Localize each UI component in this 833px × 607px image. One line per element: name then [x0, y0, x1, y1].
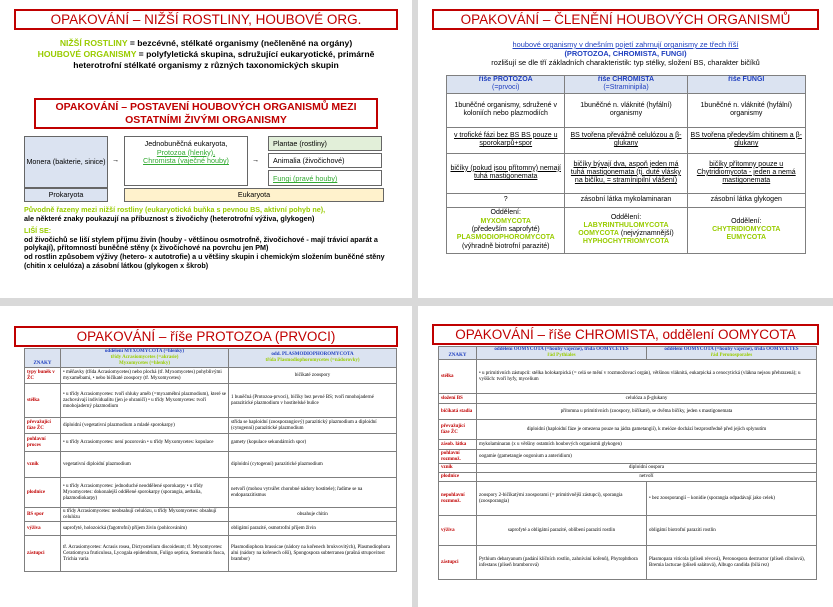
definition-lower-plants: NIŽŠÍ ROSTLINY = bezcévné, stélkaté organismy (nečleněné na orgány): [59, 38, 353, 48]
table-cell: • u třídy Acrasiomycetes: jednoduché neoddělené sporokarpy • u třídy Myxomycetes: dokonalejší oddělené sporokarpy (sporangia, aethalia, plazmodiokarpy): [61, 478, 229, 508]
definitions: [20, 38, 392, 71]
header-chromista: říše CHROMISTA (=Straminipila): [565, 76, 687, 94]
table-cell: ?: [447, 193, 565, 207]
arrow-icon: →: [252, 155, 260, 164]
table-cell: • u třídy Acrasiomycetes: není pozorován • u třídy Myxomycetes: kopulace: [61, 434, 229, 452]
table-cell: 1 buněčná (Protozoa-prvoci), bičíky bez pevné BS; tvoří mnohojaderné parazitické plazmodium v hostitelské buňce: [229, 384, 397, 418]
table-cell: Plasmodiophora brassicae (nádory na kořenech brukvovitých), Plasmodiophora alni (nádory na kořenech olší), Spongospora subterranea (prašná strupovitost brambor): [229, 536, 397, 572]
table-cell: diploidní (haploidní fáze je omezena pouze na jádra gametangií), k meióze dochází bezprostředně před jejich splynutím: [477, 420, 817, 440]
table-cell: BS tvořena převážně celulózou a β-glukany: [565, 127, 687, 153]
table-cell: • bez zoosporangií – konidie (sporangia odpadávají jako celek): [647, 482, 817, 516]
header-myxomycota: oddělení MYXOMYCOTA (=hlenky) třídy Acrasiomycetes (=akrasie) Myxomycetes (=hlenky): [61, 349, 229, 368]
table-cell: saprofyté, holozoická (fagotrofní) příjem živin (pohlcováním): [61, 522, 229, 536]
table-cell: diploidní oospora: [477, 464, 817, 473]
table-cell: obligátní parazité, osmotrofní příjem živin: [229, 522, 397, 536]
table-cell: diploidní (cytogenní) parazitické plazmodium: [229, 452, 397, 478]
table-cell: 1buněčné n. vláknité (hyfální) organismy: [565, 93, 687, 127]
slide-protozoa: [0, 306, 412, 607]
animalia-box: Animalia (živočichové): [268, 153, 382, 168]
table-cell: saprofyté a obligátní parazité, oblíbení paraziti rostlin: [477, 516, 647, 546]
protozoa-table: ZNAKY oddělení MYXOMYCOTA (=hlenky) třídy Acrasiomycetes (=akrasie) Myxomycetes (=hlenky) odd. PLASMODIOPHOROMYCOTA třída Plasmodiophoromycetes (=nádorovky) typy buněk v ŽC • měňavky (třída Acrasiomycetes) nebo plochá (tř. Myxomycetes) pohyblivými myxamébami, • nebo bičíkaté zoospory (tř. Myxomycetes) bičíkaté zoospory stélka • u třídy Acrasiomycetes: tvoří shluky améb (=myxamébní plazmodium), které se zachovávají individualitu (jen je ohraničí) • u třídy Myxomycetes: tvoří mnohojaderný plazmodium 1 buněčná (Protozoa-prvoci), bičíky bez pevné BS; tvoří mnohojaderné parazitické plazmodium v hostitelské buňce převažující fáze ŽC diploidní (vegetativní plazmodium a mladé sporokarpy) střída se haploidní (zoosporangiový) parazitický plazmodium a diploidní (cytogenní) parazitické plazmodium pohlavní proces • u třídy Acrasiomycetes: není pozorován • u třídy Myxomycetes: kopulace gamety (kopulace sekundárních spor) vznik vegetativní diploidní plazmodium diploidní (cytogenní) parazitické plazmodium plodnice • u třídy Acrasiomycetes: jednoduché neoddělené sporokarpy • u třídy Myxomycetes: dokonalejší oddělené sporokarpy (sporangia, aethalia, plazmodiokarpy) netvoří (mohou vytvářet chorobné nádory hostitele); řadíme se na endoparazitismus BS spor u třídy Acrasiomycetes: neobsahují celulózu, u třídy Myxomycetes: obsahují celulózu obsahuje chitin výživa saprofyté, holozoická (fagotrofní) příjem živin (pohlcováním) obligátní parazité, osmotrofní příjem živin zástupci tř. Acrasiomycetes: Acrasis rosea, Dictyostelium discoideum; tř. Myxomycetes: Ceratiomyxa fruticulosa, Lycogala epidendrum, Fuligo septica, Stemonitis fusca, Trichia varia Plasmodiophora brassicae (nádory na kořenech brukvovitých), Plasmodiophora alni (nádory na kořenech olší), Spongospora subterranea (prašná strupovitost brambor): [24, 348, 397, 572]
divisions-fungi: Oddělení: CHYTRIDIOMYCOTA EUMYCOTA: [687, 207, 805, 253]
arrow-icon: →: [112, 155, 120, 164]
notes: Původně řazeny mezi nižší rostliny (eukaryotická buňka s pevnou BS, aktivní pohyb ne), ale některé znaky poukazují na příbuznost s živočichy (heterotrofní výživa, glykogen) LIŠÍ SE: od živočichů se liší stylem příjmu živin (houby - většinou osmotrofně, živočichové - mají trávicí aparát a polykají), přítomností buněčné stěny (x živočichové na povrchu jen PM) od rostlin způsobem výživy (hetero- x autotrofie) a u většiny skupin i chemickým složením buněčné stěny (chitin x celulóza) a zásobní látkou (glykogen x škrob): [24, 205, 385, 270]
divisions-protozoa: Oddělení: MYXOMYCOTA (především saprofyté) PLASMODIOPHOROMYCOTA (výhradně biotrofní parazité): [447, 207, 565, 253]
table-cell: bičíky (pokud jsou přítomny) nemají tuhá mastigonemata: [447, 153, 565, 193]
table-cell: celulóza a β-glukany: [477, 394, 817, 404]
prokaryota-label: Prokaryota: [24, 188, 108, 202]
table-cell: 1buněčné organismy, sdružené v koloniích nebo plazmodiích: [447, 93, 565, 127]
divisions-chromista: Oddělení: LABYRINTHULOMYCOTA OOMYCOTA (nejvýznamnější) HYPHOCHYTRIOMYCOTA: [565, 207, 687, 253]
table-cell: zásobní látka glykogen: [687, 193, 805, 207]
classification-diagram: [24, 136, 384, 201]
plantae-box: Plantae (rostliny): [268, 136, 382, 151]
table-cell: oogamie (gametangie oogonium a anteridium): [477, 450, 817, 464]
intro: houbové organismy v dnešním pojetí zahrnují organismy ze třech říší (PROTOZOA, CHROMISTA, FUNGI) rozlišují se dle tří základních charakteristik: typ stélky, složení BS, charakter bičíků: [491, 40, 760, 67]
slide-title: OPAKOVÁNÍ – NIŽŠÍ ROSTLINY, HOUBOVÉ ORG.: [14, 9, 398, 30]
header-fungi: říše FUNGI: [687, 76, 805, 94]
table-cell: obligátní biotrofní paraziti rostlin: [647, 516, 817, 546]
table-cell: BS tvořena především chitinem a β-glukany: [687, 127, 805, 153]
header-znaky: ZNAKY: [25, 349, 61, 368]
slide-chromista-oomycota: [418, 306, 833, 607]
slide-title: OPAKOVÁNÍ – říše PROTOZOA (PRVOCI): [14, 326, 398, 347]
table-cell: gamety (kopulace sekundárních spor): [229, 434, 397, 452]
header-znaky: ZNAKY: [439, 347, 477, 360]
subtitle-box: OPAKOVÁNÍ – POSTAVENÍ HOUBOVÝCH ORGANISMŮ MEZI OSTATNÍMI ŽIVÝMI ORGANISMY: [34, 98, 378, 129]
table-cell: bičíkaté zoospory: [229, 368, 397, 384]
table-cell: mykolaminaran (x u většiny ostatních houbových organismů glykogen): [477, 440, 817, 450]
header-peronosporales: oddělení OOMYCOTA (=houby vaječné), třída OOMYCETES řád Peronosporales: [647, 347, 817, 360]
table-cell: • u primitivních zástupců: stélka holokarpická (= celá se mění v rozmnožovací orgán), většinou vláknitá, eukarpická a cenocytická (vlákna nejsou přehrazená); u vyšších: tvoří hyfy, mycelium: [477, 360, 817, 394]
table-cell: 1buněčné n. vláknité (hyfální) organismy: [687, 93, 805, 127]
slide-fungal-classification: [418, 0, 833, 298]
monera-box: Monera (bakterie, sinice): [24, 136, 108, 188]
header-plasmodiophoromycota: odd. PLASMODIOPHOROMYCOTA třída Plasmodiophoromycetes (=nádorovky): [229, 349, 397, 368]
header-pythiales: oddělení OOMYCOTA (=houby vaječné), třída OOMYCETES řád Pythiales: [477, 347, 647, 360]
oomycota-table: ZNAKY oddělení OOMYCOTA (=houby vaječné), třída OOMYCETES řád Pythiales oddělení OOMYCOTA (=houby vaječné), třída OOMYCETES řád Peronosporales stélka • u primitivních zástupců: stélka holokarpická (= celá se mění v rozmnožovací orgán), většinou vláknitá, eukarpická a cenocytická (vlákna nejsou přehrazená); u vyšších: tvoří hyfy, mycelium složení BS celulóza a β-glukany bičíkatá stadia přítomna u primitivních (zoospory, bičíkaté), se dvěma bičíky, jeden s mastigonemata převažující fáze ŽC diploidní (haploidní fáze je omezena pouze na jádra gametangií), k meióze dochází bezprostředně před jejich splynutím zásob. látka mykolaminaran (x u většiny ostatních houbových organismů glykogen) pohlavní rozmnož. oogamie (gametangie oogonium a anteridium) vznik diploidní oospora plodnice netvoří nepohlavní rozmnož. zoospory 2-bičíkatými zoosporami (= primitivnější zástupci), sporangia (zoosporangia) • bez zoosporangií – konidie (sporangia odpadávají jako celek) výživa saprofyté a obligátní parazité, oblíbení paraziti rostlin obligátní biotrofní paraziti rostlin zástupci Pythium debaryanum (padání klíčních rostlin, zahnívání kořenů), Phytophthora infestans (plíseň bramborová) Plasmopara viticola (plíseň révová), Peronospora destructor (plíseň cibulová), Bremia lactucae (plíseň salátová), Albugo candida (bílá rez): [438, 346, 817, 580]
slide-title: OPAKOVÁNÍ – říše CHROMISTA, oddělení OOMYCOTA: [432, 324, 819, 345]
table-cell: • měňavky (třída Acrasiomycetes) nebo plochá (tř. Myxomycetes) pohyblivými myxamébami, • nebo bičíkaté zoospory (tř. Myxomycetes): [61, 368, 229, 384]
table-cell: zásobní látka mykolaminaran: [565, 193, 687, 207]
table-cell: v trofické fázi bez BS BS pouze u sporokarpů+spor: [447, 127, 565, 153]
table-cell: bičíky přítomny pouze u Chytridiomycota - jeden a nemá mastigonemata: [687, 153, 805, 193]
table-cell: bičíky bývají dva, aspoň jeden má tuhá mastigonemata (tj. duté vlásky na bičíku, = stramínipilní vlášení): [565, 153, 687, 193]
table-cell: vegetativní diploidní plazmodium: [61, 452, 229, 478]
table-cell: diploidní (vegetativní plazmodium a mladé sporokarpy): [61, 418, 229, 434]
classification-table: [446, 75, 806, 254]
header-protozoa: říše PROTOZOA (=prvoci): [447, 76, 565, 94]
table-cell: netvoří: [477, 473, 817, 482]
eukaryota-label: Eukaryota: [124, 188, 384, 202]
slide-title: OPAKOVÁNÍ – ČLENĚNÍ HOUBOVÝCH ORGANISMŮ: [432, 9, 819, 30]
table-cell: střída se haploidní (zoosporangiový) parazitický plazmodium a diploidní (cytogenní) parazitické plazmodium: [229, 418, 397, 434]
table-cell: obsahuje chitin: [229, 508, 397, 522]
table-cell: netvoří (mohou vytvářet chorobné nádory hostitele); řadíme se na endoparazitismus: [229, 478, 397, 508]
table-cell: přítomna u primitivních (zoospory, bičíkaté), se dvěma bičíky, jeden s mastigonemata: [477, 404, 817, 420]
table-cell: u třídy Acrasiomycetes: neobsahují celulózu, u třídy Myxomycetes: obsahují celulózu: [61, 508, 229, 522]
eukaryote-box: Jednobuněčná eukaryota, Protozoa (hlenky), Chromista (vaječné houby): [124, 136, 248, 186]
definition-fungal-organisms: HOUBOVÉ ORGANISMY = polyfyletická skupina, sdružující eukaryotické, primárně heterotrofní stélkaté organismy z různých taxonomických skupin: [37, 49, 375, 70]
table-cell: tř. Acrasiomycetes: Acrasis rosea, Dictyostelium discoideum; tř. Myxomycetes: Ceratiomyxa fruticulosa, Lycogala epidendrum, Fuligo septica, Stemonitis fusca, Trichia varia: [61, 536, 229, 572]
table-cell: Plasmopara viticola (plíseň révová), Peronospora destructor (plíseň cibulová), Bremia lactucae (plíseň salátová), Albugo candida (bílá rez): [647, 546, 817, 580]
fungi-box: Fungi (pravé houby): [268, 170, 382, 186]
table-cell: Pythium debaryanum (padání klíčních rostlin, zahnívání kořenů), Phytophthora infestans (plíseň bramborová): [477, 546, 647, 580]
table-cell: • u třídy Acrasiomycetes: tvoří shluky améb (=myxamébní plazmodium), které se zachovávají individualitu (jen je ohraničí) • u třídy Myxomycetes: tvoří mnohojaderný plazmodium: [61, 384, 229, 418]
slide-plants-fungi-overview: [0, 0, 412, 298]
table-cell: zoospory 2-bičíkatými zoosporami (= primitivnější zástupci), sporangia (zoosporangia): [477, 482, 647, 516]
